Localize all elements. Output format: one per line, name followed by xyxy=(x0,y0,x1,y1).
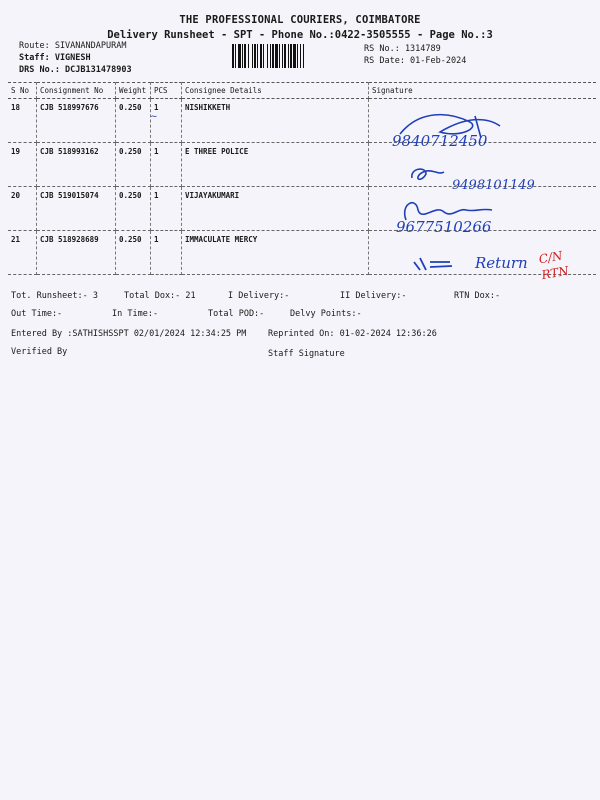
cell-consignment: CJB 519015074 xyxy=(37,187,116,231)
cell-consignee: NISHIKKETH xyxy=(182,99,369,143)
cell-pcs: 1 xyxy=(151,143,182,187)
barcode-image xyxy=(232,44,356,68)
cell-pcs: 1 xyxy=(151,99,182,143)
cell-pcs: 1 xyxy=(151,187,182,231)
i-delivery: I Delivery:- xyxy=(228,291,290,301)
cell-sno: 18 xyxy=(8,99,37,143)
total-pod: Total POD:- xyxy=(208,309,265,319)
table-row xyxy=(8,187,596,231)
out-time: Out Time:- xyxy=(11,309,63,319)
total-dox: Total Dox:- 21 xyxy=(124,291,196,301)
cell-sno: 21 xyxy=(8,231,37,275)
cell-weight: 0.250 xyxy=(116,143,151,187)
in-time: In Time:- xyxy=(112,309,159,319)
cell-weight: 0.250 xyxy=(116,187,151,231)
cell-weight: 0.250 xyxy=(116,231,151,275)
col-header-weight: Weight xyxy=(116,83,151,99)
row19-phone: 9498101149 xyxy=(452,178,535,193)
cell-pcs: 1 xyxy=(151,231,182,275)
strike-mark xyxy=(410,254,470,274)
cell-sno: 20 xyxy=(8,187,37,231)
verified-by: Verified By xyxy=(11,347,68,357)
small-ink-mark: ~ xyxy=(150,112,158,122)
cell-sno: 19 xyxy=(8,143,37,187)
cell-consignment: CJB 518928689 xyxy=(37,231,116,275)
col-header-signature: Signature xyxy=(369,83,597,99)
row21-cn-rtn-mark: C/N RTN xyxy=(537,248,570,283)
entered-by: Entered By :SATHISHSSPT 02/01/2024 12:34:25 PM xyxy=(11,329,247,339)
col-header-consignee: Consignee Details xyxy=(182,83,369,99)
rtn-dox: RTN Dox:- xyxy=(454,291,501,301)
row21-return-note: Return xyxy=(475,254,528,272)
cell-consignee: VIJAYAKUMARI xyxy=(182,187,369,231)
rs-number: RS No.: 1314789 xyxy=(364,44,441,54)
total-runsheet: Tot. Runsheet:- 3 xyxy=(11,291,98,301)
col-header-consignment: Consignment No xyxy=(37,83,116,99)
cell-consignee: IMMACULATE MERCY xyxy=(182,231,369,275)
reprinted-on: Reprinted On: 01-02-2024 12:36:26 xyxy=(268,329,437,339)
col-header-pcs: PCS xyxy=(151,83,182,99)
ii-delivery: II Delivery:- xyxy=(340,291,407,301)
rs-date: RS Date: 01-Feb-2024 xyxy=(364,56,467,66)
runsheet-subtitle: Delivery Runsheet - SPT - Phone No.:0422-3505555 - Page No.:3 xyxy=(107,29,493,41)
staff-label: Staff: VIGNESH xyxy=(19,53,91,63)
table-header-row xyxy=(8,83,596,99)
staff-signature-label: Staff Signature xyxy=(268,349,345,359)
col-header-sno: S No xyxy=(8,83,37,99)
cell-consignment: CJB 518993162 xyxy=(37,143,116,187)
route-label: Route: SIVANANDAPURAM xyxy=(19,41,127,51)
delvy-points: Delvy Points:- xyxy=(290,309,362,319)
cell-consignment: CJB 518997676 xyxy=(37,99,116,143)
row18-phone: 9840712450 xyxy=(392,132,488,150)
drs-number: DRS No.: DCJB131478903 xyxy=(19,65,132,75)
cell-weight: 0.250 xyxy=(116,99,151,143)
row20-phone: 9677510266 xyxy=(396,218,492,236)
cell-consignee: E THREE POLICE xyxy=(182,143,369,187)
company-title: THE PROFESSIONAL COURIERS, COIMBATORE xyxy=(179,14,421,26)
